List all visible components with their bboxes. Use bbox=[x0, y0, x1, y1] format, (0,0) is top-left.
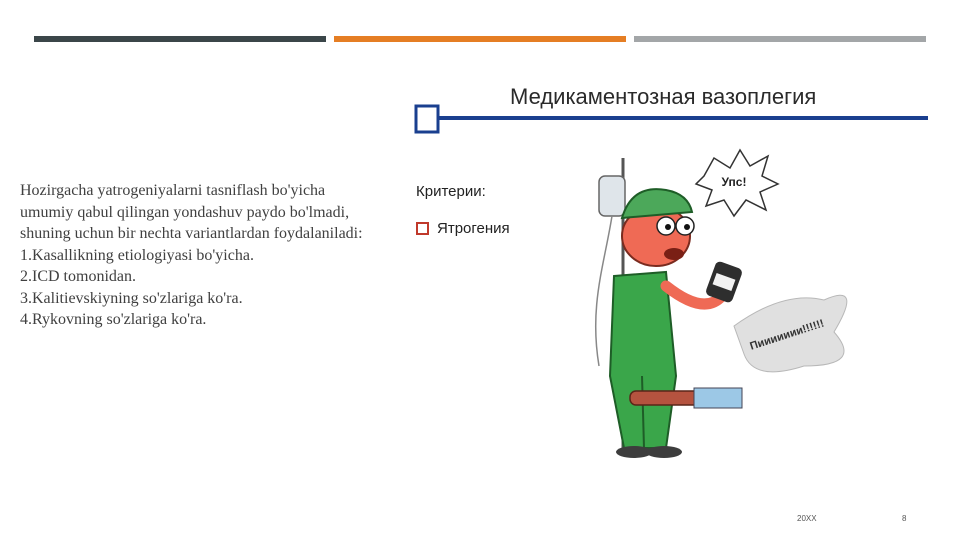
iv-bag bbox=[599, 176, 625, 216]
list-item: 3.Kalitievskiyning so'zlariga ko'ra. bbox=[20, 289, 243, 307]
surgical-cap bbox=[622, 189, 692, 218]
iv-tube bbox=[596, 216, 612, 366]
criteria-item-label: Ятрогения bbox=[437, 220, 510, 237]
header-bar-dark bbox=[34, 36, 326, 42]
cartoon-figure bbox=[404, 76, 930, 476]
shoe-right bbox=[646, 446, 682, 458]
cartoon-illustration bbox=[404, 76, 930, 476]
footer-page-number: 8 bbox=[902, 514, 907, 523]
syringe-body bbox=[694, 388, 742, 408]
criteria-label: Критерии: bbox=[416, 183, 486, 200]
footer-date: 20XX bbox=[797, 514, 817, 523]
shout-text: Пиииииии!!!!!! bbox=[748, 317, 826, 353]
mouth bbox=[664, 248, 684, 260]
header-bar-gray bbox=[634, 36, 926, 42]
bubble-text: Упс! bbox=[721, 175, 747, 189]
list-item: 4.Rykovning so'zlariga ko'ra. bbox=[20, 311, 207, 328]
pupil-right bbox=[684, 224, 690, 230]
title-frame-box bbox=[416, 106, 438, 132]
body-text bbox=[20, 180, 380, 331]
list-item: 1.Kasallikning etiologiyasi bo'yicha. bbox=[20, 246, 254, 264]
header-bar-orange bbox=[334, 36, 626, 42]
figure-title: Медикаментозная вазоплегия bbox=[510, 84, 817, 109]
pupil-left bbox=[665, 224, 671, 230]
intro-paragraph: Hozirgacha yatrogeniyalarni tasniflash bo'yicha umumiy qabul qilingan yondashuv paydo bo'lmadi, shuning uchun bir nechta variantlardan foydalaniladi: bbox=[20, 182, 363, 242]
list-item: 2.ICD tomonidan. bbox=[20, 268, 136, 285]
checkbox-icon bbox=[416, 222, 429, 235]
criteria-item bbox=[416, 220, 510, 237]
